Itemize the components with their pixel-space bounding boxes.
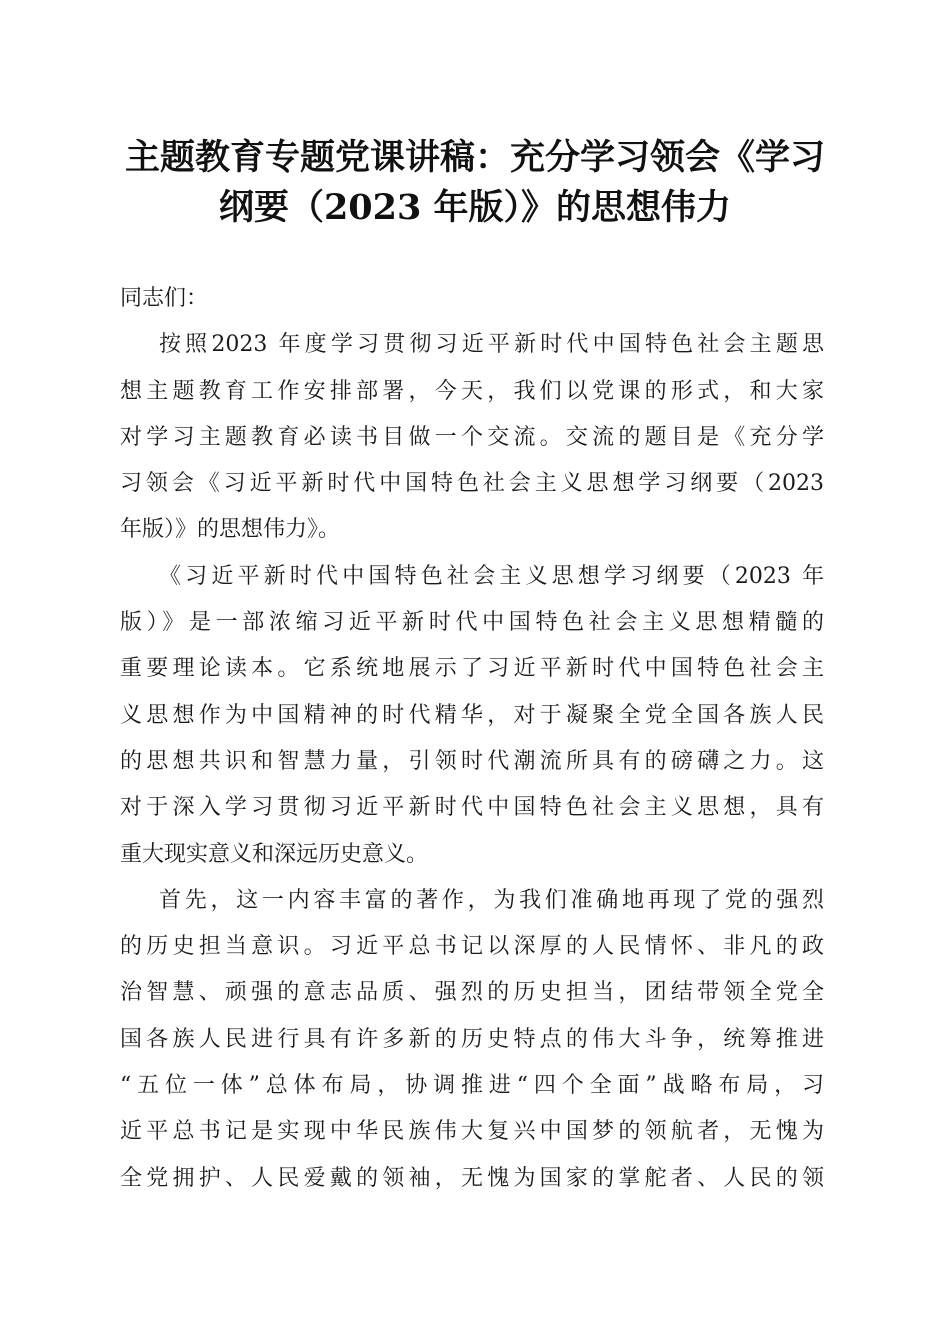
paragraph-line: 的思想共识和智慧力量，引领时代潮流所具有的磅礴之力。这 xyxy=(120,748,824,774)
salutation: 同志们： xyxy=(120,286,209,311)
paragraph-line: 年版）》的思想伟力》。 xyxy=(120,517,341,543)
paragraph-line: 近平总书记是实现中华民族伟大复兴中国梦的领航者，无愧为 xyxy=(120,1119,824,1145)
paragraph-line: 重要理论读本。它系统地展示了习近平新时代中国特色社会主 xyxy=(120,656,824,682)
title-line-1: 主题教育专题党课讲稿：充分学习领会《学习 xyxy=(124,137,825,178)
paragraph-1 xyxy=(120,322,824,553)
paragraph-line: “五位一体”总体布局，协调推进“四个全面”战略布局，习 xyxy=(120,1073,824,1099)
paragraph-line: 首先，这一内容丰富的著作，为我们准确地再现了党的强烈 xyxy=(159,887,824,913)
paragraph-line: 重大现实意义和深远历史意义。 xyxy=(120,841,429,867)
paragraph-line: 版）》是一部浓缩习近平新时代中国特色社会主义思想精髓的 xyxy=(120,610,824,636)
paragraph-line: 义思想作为中国精神的时代精华，对于凝聚全党全国各族人民 xyxy=(120,702,824,728)
document-body xyxy=(120,276,824,1202)
paragraph-line: 对学习主题教育必读书目做一个交流。交流的题目是《充分学 xyxy=(120,424,824,450)
paragraph-2 xyxy=(120,554,824,878)
paragraph-3 xyxy=(120,878,824,1202)
paragraph-line: 想主题教育工作安排部署，今天，我们以党课的形式，和大家 xyxy=(120,378,824,404)
paragraph-line: 《习近平新时代中国特色社会主义思想学习纲要（2023 年 xyxy=(159,563,824,589)
paragraph-line: 按照2023 年度学习贯彻习近平新时代中国特色社会主题思 xyxy=(159,332,824,358)
document-title xyxy=(110,133,840,233)
paragraph-line: 习领会《习近平新时代中国特色社会主义思想学习纲要（2023 xyxy=(120,471,824,497)
paragraph-line: 治智慧、顽强的意志品质、强烈的历史担当，团结带领全党全 xyxy=(120,980,824,1006)
title-line-2: 纲要（2023 年版）》的思想伟力 xyxy=(218,187,732,228)
paragraph-line: 对于深入学习贯彻习近平新时代中国特色社会主义思想，具有 xyxy=(120,795,824,821)
paragraph-line: 全党拥护、人民爱戴的领袖，无愧为国家的掌舵者、人民的领 xyxy=(120,1165,824,1191)
paragraph-line: 的历史担当意识。习近平总书记以深厚的人民情怀、非凡的政 xyxy=(120,934,824,960)
paragraph-line: 国各族人民进行具有许多新的历史特点的伟大斗争，统筹推进 xyxy=(120,1026,824,1052)
